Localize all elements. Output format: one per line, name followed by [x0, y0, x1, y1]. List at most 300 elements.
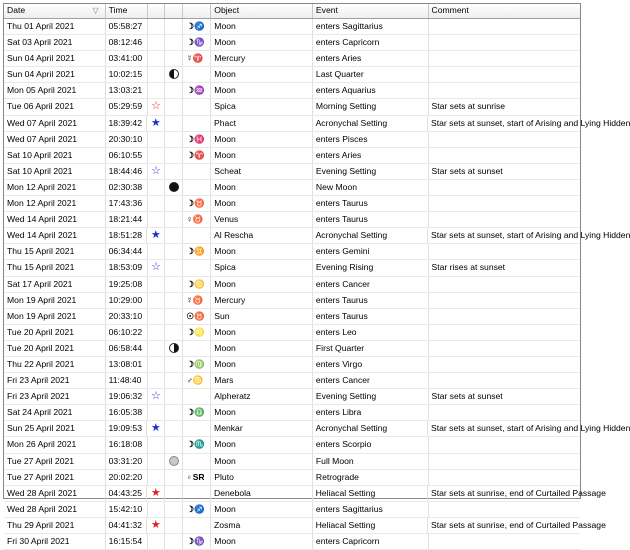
- astro-symbol-cell: [183, 341, 211, 356]
- date-cell: Fri 23 April 2021: [4, 389, 106, 404]
- star-cell: [147, 486, 165, 501]
- comment-cell: [429, 325, 580, 340]
- filled-star-icon: ★: [150, 116, 161, 129]
- comment-cell: [429, 196, 580, 211]
- table-row[interactable]: [4, 421, 630, 437]
- astro-symbol-cell: ☽♓: [183, 132, 211, 147]
- object-cell: Moon: [211, 196, 313, 211]
- astro-symbol-cell: ☽♎: [183, 405, 211, 420]
- event-cell: Evening Setting: [313, 389, 429, 404]
- outline-star-icon: ☆: [151, 390, 161, 403]
- star-cell: [148, 373, 166, 388]
- comment-cell: [429, 51, 580, 66]
- time-cell: 20:02:20: [106, 470, 148, 485]
- table-row[interactable]: [4, 325, 580, 341]
- full-moon-icon: [169, 456, 179, 466]
- astro-symbol-cell: [183, 486, 211, 501]
- date-cell: Thu 01 April 2021: [4, 19, 106, 34]
- new-moon-icon: [169, 182, 179, 192]
- time-cell: 16:05:38: [106, 405, 148, 420]
- comment-cell: [429, 244, 580, 259]
- object-cell: Moon: [211, 35, 313, 50]
- star-cell: [148, 164, 166, 179]
- star-cell: [148, 389, 166, 404]
- date-cell: Fri 30 April 2021: [4, 534, 106, 549]
- astro-symbol-cell: [183, 454, 211, 469]
- date-cell: Mon 19 April 2021: [4, 309, 106, 324]
- filled-star-icon: ★: [150, 229, 161, 242]
- comment-cell: [429, 309, 580, 324]
- date-cell: Wed 07 April 2021: [4, 116, 106, 131]
- date-cell: Wed 14 April 2021: [4, 228, 106, 243]
- table-row[interactable]: [4, 19, 580, 35]
- table-row[interactable]: [4, 260, 580, 276]
- table-row[interactable]: [4, 148, 580, 164]
- object-cell: Scheat: [211, 164, 313, 179]
- filled-star-icon: ★: [150, 518, 161, 531]
- event-cell: Heliacal Setting: [313, 518, 428, 533]
- time-cell: 06:10:22: [106, 325, 148, 340]
- moon-phase-cell: [165, 99, 183, 114]
- astro-symbol-cell: ☽♐: [183, 19, 211, 34]
- comment-cell: [429, 341, 580, 356]
- astro-symbol-cell: [183, 421, 211, 436]
- table-header: [4, 4, 580, 19]
- astro-symbol-cell: [183, 180, 211, 195]
- date-cell: Mon 26 April 2021: [4, 437, 106, 452]
- star-cell: [148, 67, 166, 82]
- filled-star-icon: ★: [150, 486, 161, 499]
- table-row[interactable]: [4, 116, 630, 132]
- date-cell: Thu 29 April 2021: [4, 518, 106, 533]
- moon-phase-cell: [165, 164, 183, 179]
- star-cell: [148, 357, 166, 372]
- date-cell: Tue 20 April 2021: [4, 325, 106, 340]
- star-cell: [148, 470, 166, 485]
- comment-cell: [429, 180, 580, 195]
- date-cell: Sun 04 April 2021: [4, 51, 106, 66]
- time-cell: 18:53:09: [106, 260, 148, 275]
- astro-symbol-cell: [183, 99, 211, 114]
- time-cell: 06:58:44: [106, 341, 148, 356]
- comment-cell: Star sets at sunset, start of Arising and Lying Hidden: [431, 423, 630, 434]
- time-cell: 16:18:08: [106, 437, 148, 452]
- time-cell: 18:39:42: [106, 116, 148, 131]
- table-row[interactable]: [4, 83, 580, 99]
- moon-phase-cell: [165, 196, 183, 211]
- moon-phase-cell: [165, 309, 183, 324]
- filled-star-icon: ★: [150, 422, 161, 435]
- column-header-label: Comment: [431, 5, 469, 15]
- moon-phase-cell: [165, 470, 183, 485]
- object-cell: Moon: [211, 405, 313, 420]
- comment-cell: [429, 437, 580, 452]
- astro-symbol-cell: ☽♐: [183, 502, 211, 517]
- time-cell: 05:58:27: [106, 19, 148, 34]
- date-cell: Sat 24 April 2021: [4, 405, 106, 420]
- table-row[interactable]: [4, 132, 580, 148]
- column-header-label: Event: [315, 5, 338, 15]
- event-cell: enters Capricorn: [313, 35, 429, 50]
- star-cell: [148, 212, 166, 227]
- star-cell: [147, 228, 165, 243]
- moon-phase-cell: [165, 421, 183, 436]
- moon-phase-cell: [165, 132, 183, 147]
- object-cell: Al Rescha: [211, 228, 313, 243]
- event-cell: Heliacal Setting: [313, 486, 428, 501]
- date-cell: Sat 17 April 2021: [4, 277, 106, 292]
- object-cell: Moon: [211, 132, 313, 147]
- events-table[interactable]: [3, 3, 630, 546]
- date-cell: Tue 20 April 2021: [4, 341, 106, 356]
- star-cell: [148, 341, 166, 356]
- astro-symbol-cell: ☿♉: [183, 293, 211, 308]
- table-row[interactable]: [4, 389, 580, 405]
- table-row[interactable]: [4, 437, 580, 453]
- star-cell: [147, 116, 165, 131]
- event-cell: enters Aries: [313, 51, 429, 66]
- event-cell: enters Sagittarius: [313, 502, 429, 517]
- time-cell: 04:43:25: [106, 486, 148, 501]
- table-row[interactable]: [4, 534, 580, 550]
- event-cell: Last Quarter: [313, 67, 429, 82]
- table-row[interactable]: [4, 164, 580, 180]
- object-cell: Phact: [211, 116, 313, 131]
- table-body: [4, 19, 630, 550]
- event-cell: Acronychal Setting: [313, 421, 428, 436]
- astro-symbol-cell: [183, 518, 211, 533]
- star-cell: [148, 277, 166, 292]
- moon-phase-cell: [165, 148, 183, 163]
- object-cell: Moon: [211, 19, 313, 34]
- time-cell: 04:41:32: [106, 518, 148, 533]
- star-cell: [148, 534, 166, 549]
- event-cell: enters Scorpio: [313, 437, 429, 452]
- object-cell: Moon: [211, 534, 313, 549]
- table-row[interactable]: [4, 405, 580, 421]
- time-cell: 08:12:46: [106, 35, 148, 50]
- time-cell: 17:43:36: [106, 196, 148, 211]
- astro-symbol-cell: [183, 260, 211, 275]
- moon-phase-cell: [165, 534, 183, 549]
- star-cell: [148, 502, 166, 517]
- event-cell: Evening Setting: [313, 164, 429, 179]
- star-cell: [147, 421, 165, 436]
- table-row[interactable]: [4, 99, 580, 115]
- comment-cell: Star sets at sunset: [431, 391, 503, 402]
- object-cell: Denebola: [211, 486, 313, 501]
- astro-symbol-cell: ☽♌: [183, 325, 211, 340]
- date-cell: Sun 25 April 2021: [4, 421, 106, 436]
- column-header-moon[interactable]: [165, 4, 183, 18]
- date-cell: Fri 23 April 2021: [4, 373, 106, 388]
- comment-cell: Star sets at sunrise: [431, 101, 506, 112]
- outline-star-icon: ☆: [151, 100, 161, 113]
- last-quarter-moon-icon: [169, 69, 179, 79]
- star-cell: [148, 244, 166, 259]
- table-row[interactable]: [4, 277, 580, 293]
- moon-phase-cell: [165, 212, 183, 227]
- time-cell: 19:09:53: [106, 421, 148, 436]
- star-cell: [148, 148, 166, 163]
- time-cell: 13:03:21: [106, 83, 148, 98]
- comment-cell: Star sets at sunset, start of Arising and Lying Hidden: [431, 117, 630, 128]
- table-row[interactable]: [4, 51, 580, 67]
- comment-cell: [429, 83, 580, 98]
- date-cell: Mon 12 April 2021: [4, 196, 106, 211]
- star-cell: [148, 293, 166, 308]
- time-cell: 10:29:00: [106, 293, 148, 308]
- astro-symbol-cell: [183, 228, 211, 243]
- object-cell: Moon: [211, 341, 313, 356]
- table-row[interactable]: [4, 309, 580, 325]
- sort-indicator-icon: ▽: [92, 6, 99, 15]
- date-cell: Tue 27 April 2021: [4, 470, 106, 485]
- object-cell: Moon: [211, 277, 313, 292]
- moon-phase-cell: [165, 518, 183, 533]
- time-cell: 19:25:08: [106, 277, 148, 292]
- object-cell: Mercury: [211, 293, 313, 308]
- moon-phase-cell: [165, 35, 183, 50]
- star-cell: [148, 405, 166, 420]
- time-cell: 03:41:00: [106, 51, 148, 66]
- moon-phase-cell: [165, 454, 183, 469]
- event-cell: enters Taurus: [313, 212, 429, 227]
- astro-symbol-cell: ☽♉: [183, 196, 211, 211]
- table-row[interactable]: [4, 454, 580, 470]
- star-cell: [148, 83, 166, 98]
- star-cell: [148, 260, 166, 275]
- event-cell: New Moon: [313, 180, 429, 195]
- star-cell: [148, 19, 166, 34]
- column-header-date[interactable]: [4, 4, 106, 18]
- time-cell: 05:29:59: [106, 99, 148, 114]
- time-cell: 06:34:44: [106, 244, 148, 259]
- star-cell: [148, 196, 166, 211]
- comment-cell: Star sets at sunrise, end of Curtailed Passage: [431, 519, 606, 530]
- table-row[interactable]: [4, 212, 580, 228]
- moon-phase-cell: [165, 437, 183, 452]
- event-cell: Evening Rising: [313, 260, 429, 275]
- date-cell: Thu 15 April 2021: [4, 244, 106, 259]
- comment-cell: [429, 502, 580, 517]
- table-row[interactable]: [4, 373, 580, 389]
- event-cell: Acronychal Setting: [313, 228, 428, 243]
- time-cell: 10:02:15: [106, 67, 148, 82]
- date-cell: Wed 28 April 2021: [4, 502, 106, 517]
- time-cell: 02:30:38: [106, 180, 148, 195]
- time-cell: 20:30:10: [106, 132, 148, 147]
- object-cell: Moon: [211, 67, 313, 82]
- moon-phase-cell: [165, 389, 183, 404]
- table-row[interactable]: [4, 293, 580, 309]
- comment-cell: [429, 212, 580, 227]
- time-cell: 18:44:46: [106, 164, 148, 179]
- date-cell: Wed 28 April 2021: [4, 486, 106, 501]
- table-row[interactable]: [4, 341, 580, 357]
- event-cell: enters Taurus: [313, 293, 429, 308]
- table-row[interactable]: [4, 228, 630, 244]
- comment-cell: [429, 534, 580, 549]
- object-cell: Zosma: [211, 518, 313, 533]
- moon-phase-cell: [165, 67, 183, 82]
- date-cell: Wed 14 April 2021: [4, 212, 106, 227]
- first-quarter-moon-icon: [169, 343, 179, 353]
- object-cell: Pluto: [211, 470, 313, 485]
- object-cell: Moon: [211, 502, 313, 517]
- table-row[interactable]: [4, 196, 580, 212]
- event-cell: Retrograde: [313, 470, 429, 485]
- time-cell: 03:31:20: [106, 454, 148, 469]
- star-cell: [148, 437, 166, 452]
- astro-symbol-cell: ☽♑: [183, 35, 211, 50]
- table-row[interactable]: [4, 67, 580, 83]
- table-row[interactable]: [4, 486, 606, 502]
- star-cell: [148, 99, 166, 114]
- event-cell: enters Libra: [313, 405, 429, 420]
- date-cell: Mon 05 April 2021: [4, 83, 106, 98]
- date-cell: Mon 12 April 2021: [4, 180, 106, 195]
- column-header-object[interactable]: [211, 4, 313, 18]
- moon-phase-cell: [165, 83, 183, 98]
- event-cell: First Quarter: [313, 341, 429, 356]
- column-header-comment[interactable]: [429, 4, 580, 18]
- time-cell: 18:21:44: [106, 212, 148, 227]
- astro-symbol-cell: [183, 116, 211, 131]
- star-cell: [148, 180, 166, 195]
- event-cell: Morning Setting: [313, 99, 429, 114]
- comment-cell: [429, 132, 580, 147]
- event-cell: enters Pisces: [313, 132, 429, 147]
- table-row[interactable]: [4, 357, 580, 373]
- object-cell: Menkar: [211, 421, 313, 436]
- time-cell: 16:15:54: [106, 534, 148, 549]
- star-cell: [148, 35, 166, 50]
- comment-cell: Star sets at sunset, start of Arising and Lying Hidden: [431, 230, 630, 241]
- event-cell: enters Taurus: [313, 309, 429, 324]
- astro-symbol-cell: ☿♈: [183, 51, 211, 66]
- event-cell: enters Aquarius: [313, 83, 429, 98]
- object-cell: Mars: [211, 373, 313, 388]
- astro-symbol-cell: ♀♉: [183, 212, 211, 227]
- object-cell: Moon: [211, 437, 313, 452]
- star-cell: [148, 309, 166, 324]
- event-cell: enters Aries: [313, 148, 429, 163]
- date-cell: Tue 06 April 2021: [4, 99, 106, 114]
- comment-cell: [429, 470, 580, 485]
- column-header-event[interactable]: [313, 4, 429, 18]
- comment-cell: [429, 19, 580, 34]
- column-header-star[interactable]: [148, 4, 166, 18]
- event-cell: enters Cancer: [313, 373, 429, 388]
- moon-phase-cell: [165, 277, 183, 292]
- event-cell: enters Cancer: [313, 277, 429, 292]
- astro-symbol-cell: ☽♒: [183, 83, 211, 98]
- moon-phase-cell: [165, 228, 183, 243]
- column-header-label: Object: [214, 5, 240, 15]
- event-cell: enters Taurus: [313, 196, 429, 211]
- moon-phase-cell: [165, 244, 183, 259]
- astro-symbol-cell: ♂♋: [183, 373, 211, 388]
- moon-phase-cell: [165, 180, 183, 195]
- moon-phase-cell: [165, 486, 183, 501]
- moon-phase-cell: [165, 502, 183, 517]
- date-cell: Sat 10 April 2021: [4, 148, 106, 163]
- date-cell: Sat 10 April 2021: [4, 164, 106, 179]
- time-cell: 20:33:10: [106, 309, 148, 324]
- comment-cell: [429, 293, 580, 308]
- moon-phase-cell: [165, 373, 183, 388]
- astro-symbol-cell: ♇SR: [183, 470, 211, 485]
- comment-cell: Star sets at sunset: [431, 165, 503, 176]
- column-header-label: Date: [7, 5, 26, 15]
- star-cell: [148, 51, 166, 66]
- comment-cell: Star rises at sunset: [431, 262, 506, 273]
- date-cell: Tue 27 April 2021: [4, 454, 106, 469]
- table-row[interactable]: [4, 180, 580, 196]
- object-cell: Moon: [211, 148, 313, 163]
- table-row[interactable]: [4, 518, 606, 534]
- outline-star-icon: ☆: [151, 164, 161, 177]
- comment-cell: [429, 357, 580, 372]
- astro-symbol-cell: [183, 164, 211, 179]
- object-cell: Venus: [211, 212, 313, 227]
- object-cell: Moon: [211, 180, 313, 195]
- event-cell: enters Gemini: [313, 244, 429, 259]
- astro-symbol-cell: ☽♋: [183, 277, 211, 292]
- date-cell: Sun 04 April 2021: [4, 67, 106, 82]
- astro-symbol-cell: ☽♊: [183, 244, 211, 259]
- comment-cell: [429, 373, 580, 388]
- date-cell: Thu 15 April 2021: [4, 260, 106, 275]
- moon-phase-cell: [165, 325, 183, 340]
- moon-phase-cell: [165, 357, 183, 372]
- astro-symbol-cell: ☽♍: [183, 357, 211, 372]
- astro-symbol-cell: ☽♑: [183, 534, 211, 549]
- moon-phase-cell: [165, 260, 183, 275]
- object-cell: Sun: [211, 309, 313, 324]
- outline-star-icon: ☆: [151, 261, 161, 274]
- event-cell: enters Sagittarius: [313, 19, 429, 34]
- table-row[interactable]: [4, 244, 580, 260]
- time-cell: 18:51:28: [106, 228, 148, 243]
- column-header-time[interactable]: [106, 4, 148, 18]
- table-row[interactable]: [4, 35, 580, 51]
- astro-symbol-cell: [183, 389, 211, 404]
- moon-phase-cell: [165, 116, 183, 131]
- object-cell: Spica: [211, 260, 313, 275]
- table-row[interactable]: [4, 502, 580, 518]
- comment-cell: [429, 405, 580, 420]
- time-cell: 15:42:10: [106, 502, 148, 517]
- table-row[interactable]: [4, 470, 580, 486]
- object-cell: Moon: [211, 325, 313, 340]
- object-cell: Spica: [211, 99, 313, 114]
- event-cell: enters Capricorn: [313, 534, 429, 549]
- event-cell: enters Leo: [313, 325, 429, 340]
- column-header-sym[interactable]: [183, 4, 211, 18]
- comment-cell: [429, 148, 580, 163]
- comment-cell: [429, 454, 580, 469]
- date-cell: Wed 07 April 2021: [4, 132, 106, 147]
- moon-phase-cell: [165, 341, 183, 356]
- event-cell: Full Moon: [313, 454, 429, 469]
- astro-symbol-cell: ☽♏: [183, 437, 211, 452]
- time-cell: 19:06:32: [106, 389, 148, 404]
- astro-symbol-cell: ☽♈: [183, 148, 211, 163]
- object-cell: Moon: [211, 244, 313, 259]
- comment-cell: Star sets at sunrise, end of Curtailed Passage: [431, 487, 606, 498]
